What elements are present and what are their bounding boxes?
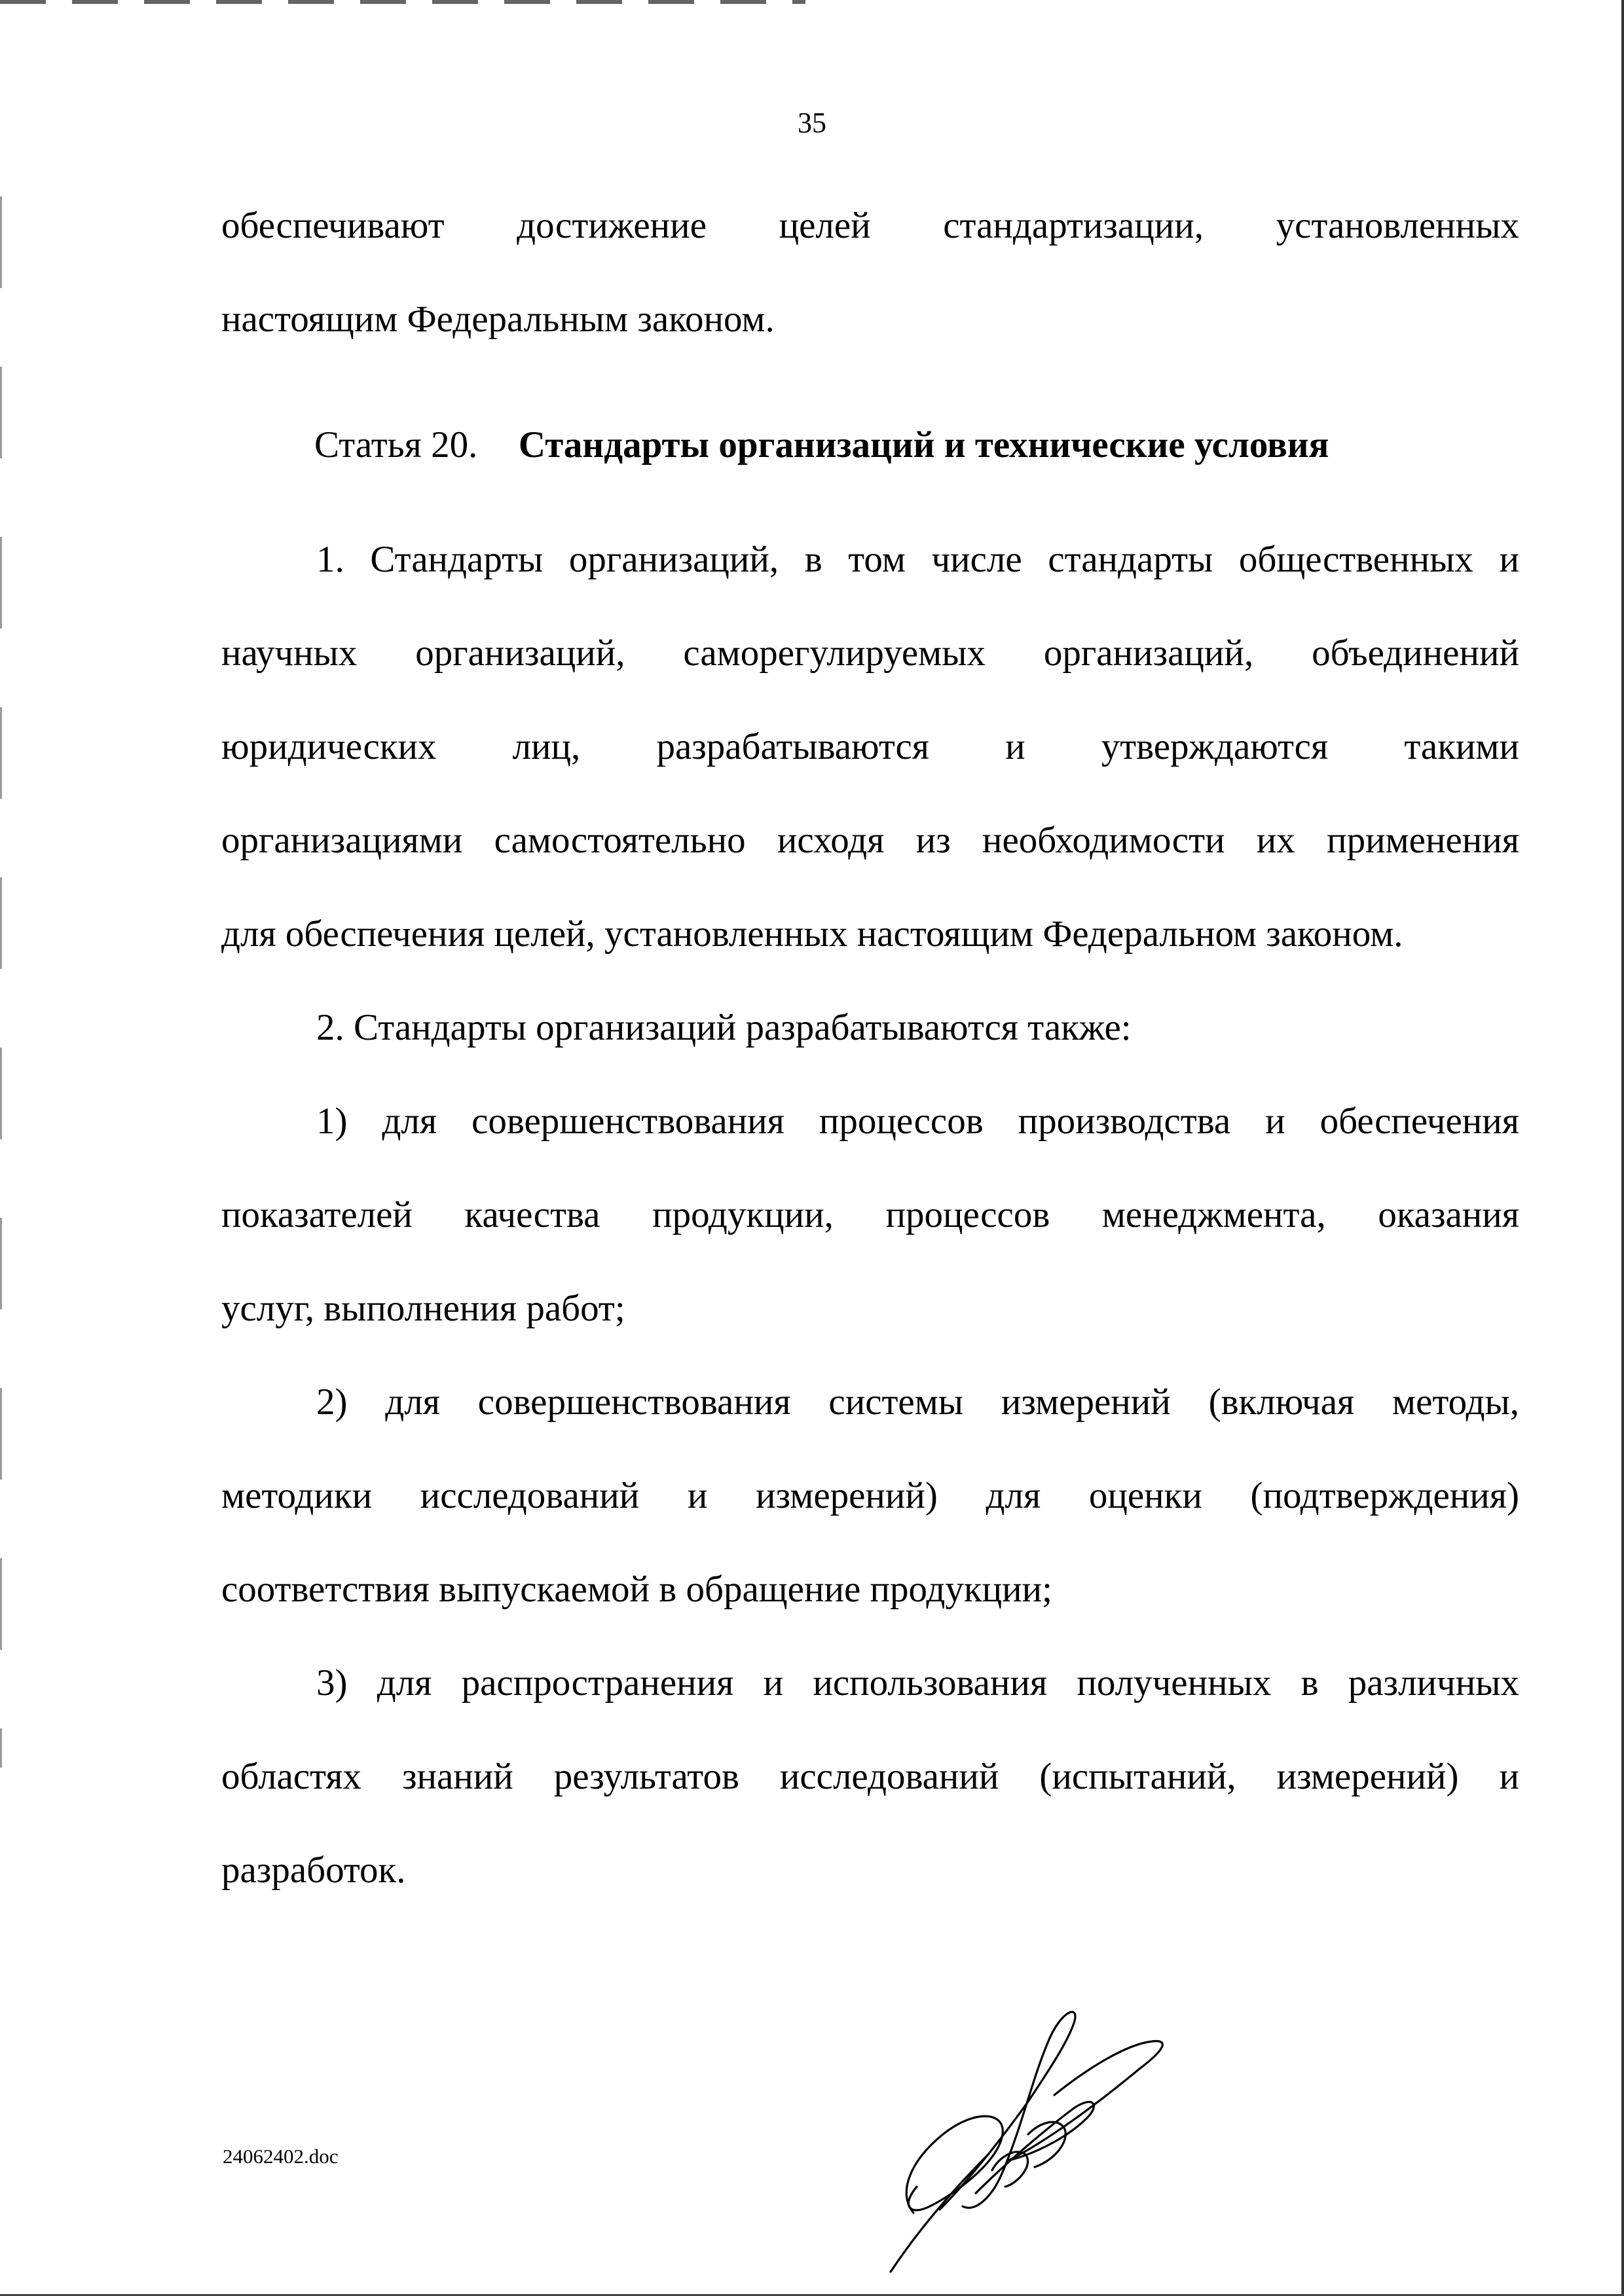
para1-line: для обеспечения целей, установленных настоящим Федеральном законом. — [221, 913, 1403, 955]
item2-line: 2) для совершенствования системы измерений (включая методы, — [316, 1381, 1519, 1423]
page-number: 35 — [798, 107, 826, 139]
article-number: Статья 20. — [314, 424, 478, 465]
footer-filename: 24062402.doc — [223, 2145, 339, 2168]
item1-line: 1) для совершенствования процессов производства и обеспечения — [316, 1101, 1519, 1142]
scan-edge-right — [1621, 0, 1624, 2296]
article-title: Стандарты организаций и технические условия — [518, 424, 1329, 465]
item3-line: разработок. — [221, 1850, 406, 1891]
item1-line: услуг, выполнения работ; — [221, 1288, 625, 1329]
scan-edge-top — [0, 0, 805, 4]
para1-line: 1. Стандарты организаций, в том числе стандарты общественных и — [316, 539, 1519, 580]
para1-line: организациями самостоятельно исходя из необходимости их применения — [221, 820, 1519, 861]
item2-line: методики исследований и измерений) для оценки (подтверждения) — [221, 1475, 1519, 1516]
para1-line: научных организаций, саморегулируемых организаций, объединений — [221, 632, 1519, 674]
item3-line: областях знаний результатов исследований (испытаний, измерений) и — [221, 1756, 1519, 1797]
para1-line: юридических лиц, разрабатываются и утверждаются такими — [221, 726, 1519, 767]
scan-edge-left — [0, 196, 2, 1768]
para2-line: 2. Стандарты организаций разрабатываются также: — [316, 1007, 1132, 1048]
item3-line: 3) для распространения и использования полученных в различных — [316, 1662, 1519, 1704]
text-line: обеспечивают достижение целей стандартизации, установленных — [221, 205, 1519, 246]
handwritten-signature — [877, 1997, 1179, 2278]
item2-line: соответствия выпускаемой в обращение продукции; — [221, 1569, 1052, 1610]
article-heading — [314, 419, 1329, 471]
item1-line: показателей качества продукции, процессов менеджмента, оказания — [221, 1194, 1519, 1235]
text-line: настоящим Федеральным законом. — [221, 299, 775, 340]
